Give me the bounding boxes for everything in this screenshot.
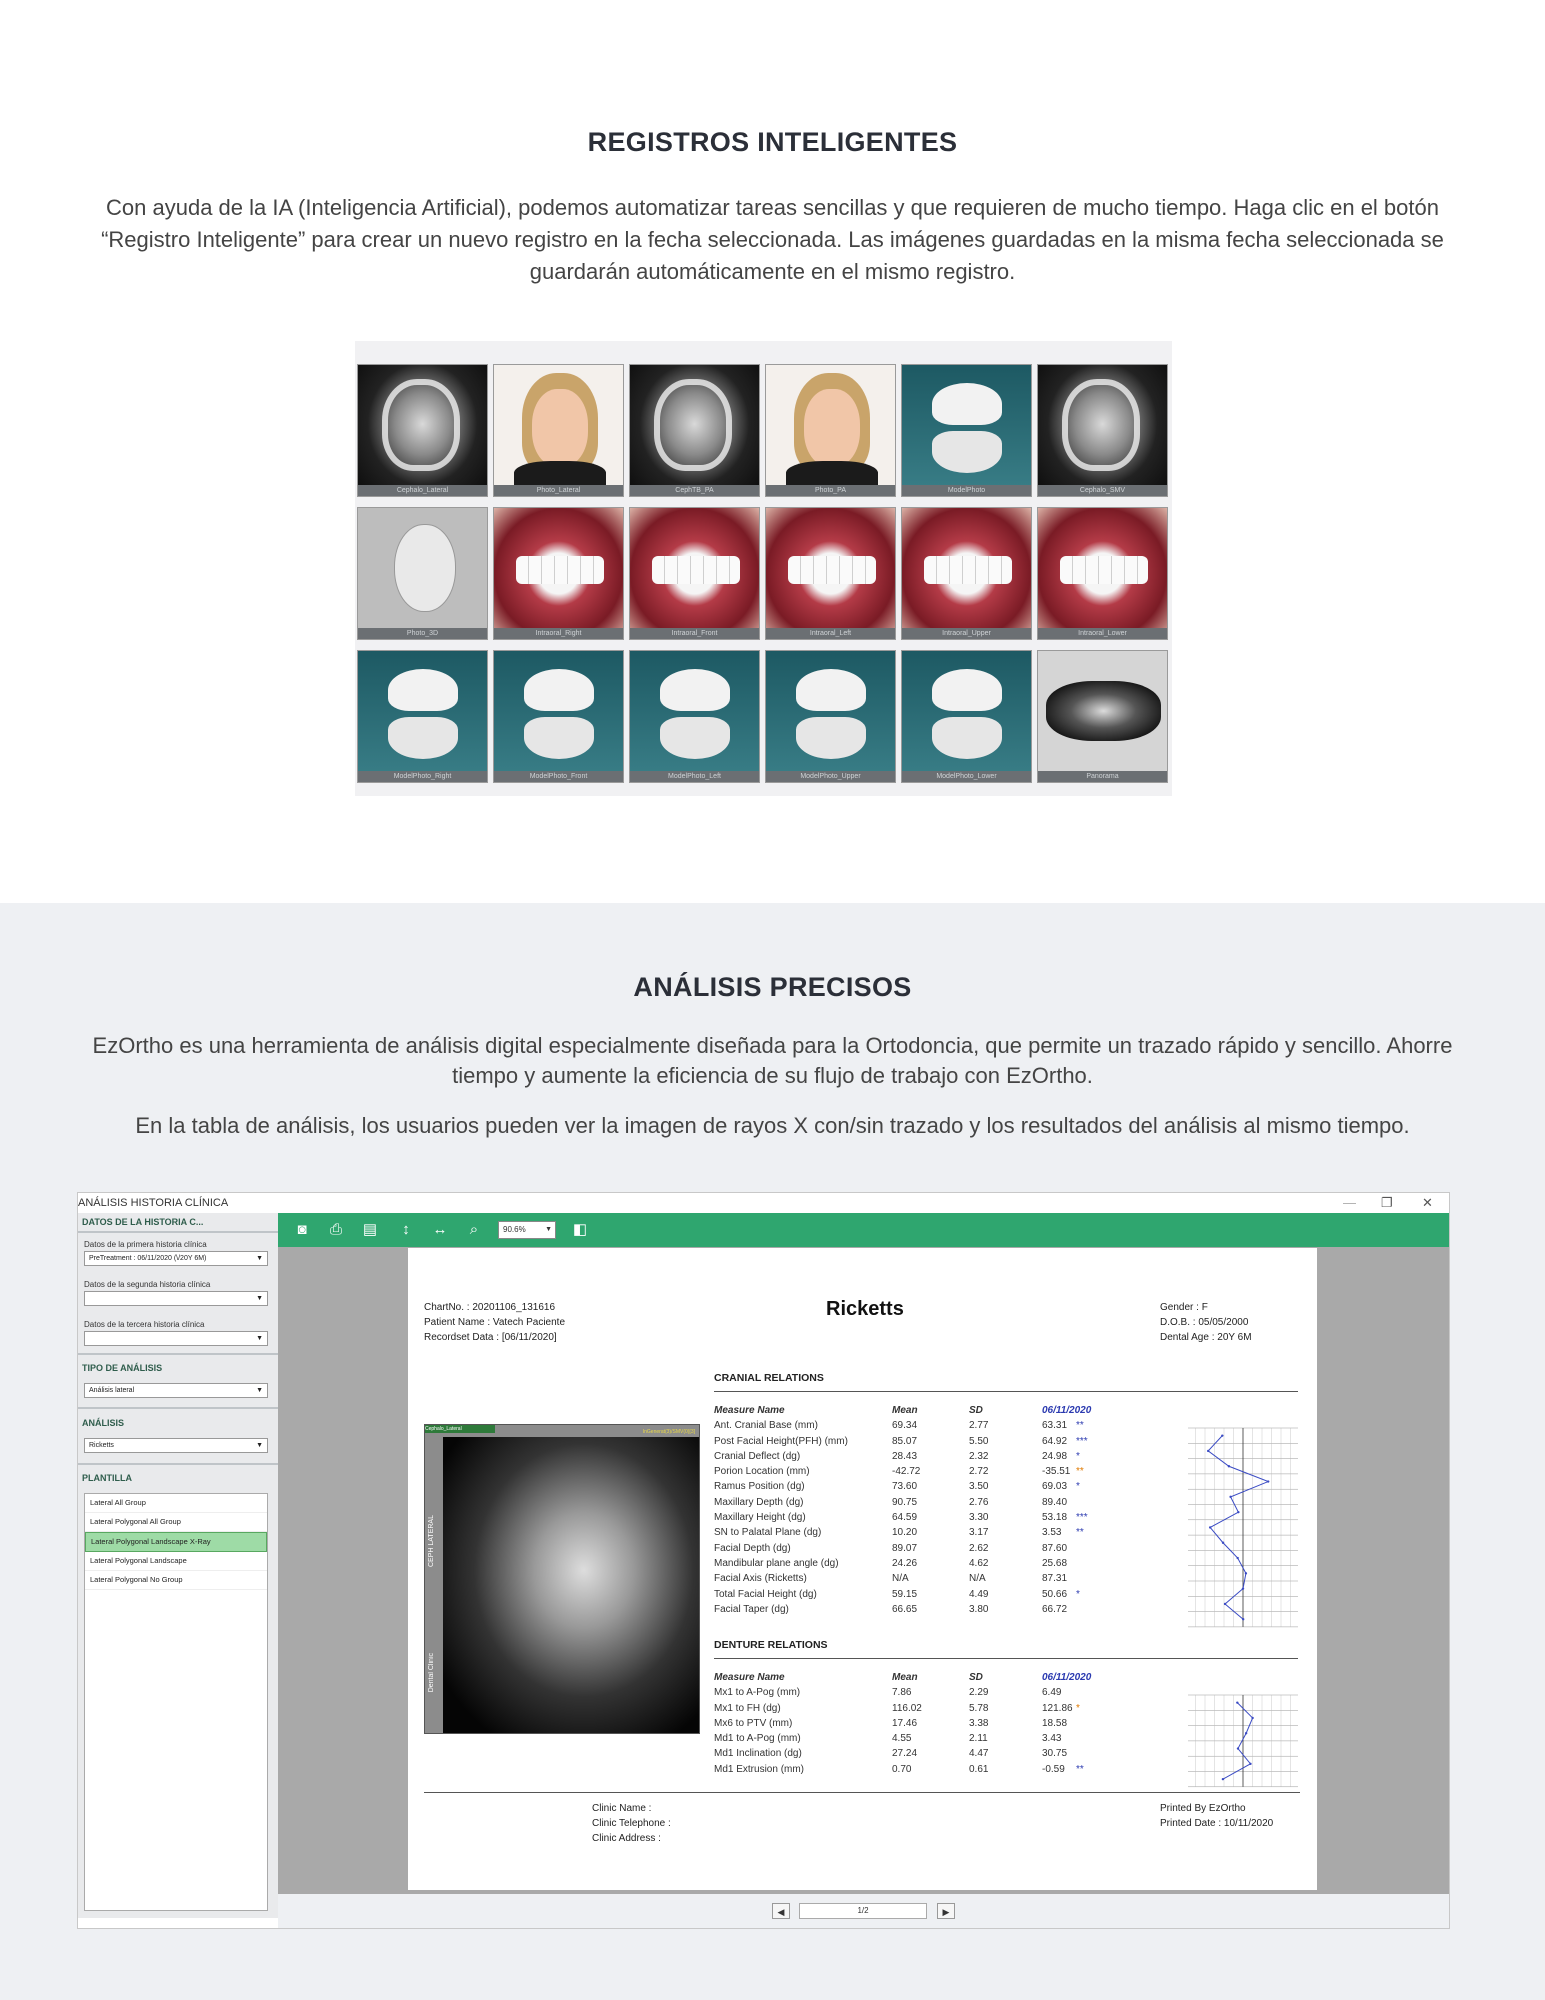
gallery-thumbnail[interactable] xyxy=(765,364,896,497)
cranial-relations-title: CRANIAL RELATIONS xyxy=(714,1372,824,1384)
measured-value: 66.72 xyxy=(1042,1603,1068,1615)
sd-value: 0.61 xyxy=(969,1763,989,1775)
face-shape xyxy=(532,389,588,467)
clinic-name: Clinic Name : xyxy=(592,1803,652,1814)
divider xyxy=(78,1407,278,1409)
measured-value: 53.18 xyxy=(1042,1512,1068,1524)
template-item[interactable]: Lateral Polygonal Landscape xyxy=(85,1552,267,1571)
report-title: Ricketts xyxy=(826,1298,904,1320)
measure-name: Porion Location (mm) xyxy=(714,1466,810,1478)
gallery-thumbnail[interactable] xyxy=(629,364,760,497)
face-shape xyxy=(804,389,860,467)
measure-name: Ant. Cranial Base (mm) xyxy=(714,1420,818,1432)
mean-value: 7.86 xyxy=(892,1687,912,1699)
arch-shape xyxy=(524,669,594,711)
mean-value: 10.20 xyxy=(892,1527,918,1539)
sd-value: 5.78 xyxy=(969,1702,989,1714)
measured-value: 121.86 xyxy=(1042,1702,1073,1714)
col-sd: SD xyxy=(969,1405,983,1416)
zoom-icon[interactable]: ⌕ xyxy=(469,1221,479,1238)
teeth-shape xyxy=(652,556,740,584)
analysis-type-select[interactable]: Análisis lateral ▼ xyxy=(84,1383,268,1398)
measure-name: Cranial Deflect (dg) xyxy=(714,1450,801,1462)
denture-relations-title: DENTURE RELATIONS xyxy=(714,1639,828,1651)
report-canvas xyxy=(278,1247,1449,1894)
col-sd: SD xyxy=(969,1672,983,1683)
thumbnail-caption: ModelPhoto_Left xyxy=(630,771,759,782)
divider xyxy=(714,1658,1298,1659)
camera-icon[interactable]: ◙ xyxy=(297,1221,307,1238)
deviation-stars: * xyxy=(1076,1450,1080,1462)
thumbnail-caption: Intraoral_Lower xyxy=(1038,628,1167,639)
measure-name: Maxillary Depth (dg) xyxy=(714,1496,804,1508)
fit-height-icon[interactable]: ↕ xyxy=(402,1221,410,1238)
sd-value: 2.76 xyxy=(969,1496,989,1508)
precise-analysis-note: En la tabla de análisis, los usuarios pueden ver la imagen de rayos X con/sin trazado y los resultados del análisis al mismo tiempo. xyxy=(135,1113,1410,1138)
sd-value: 4.47 xyxy=(969,1748,989,1760)
ceph-xray-image xyxy=(424,1424,700,1734)
measure-name: Post Facial Height(PFH) (mm) xyxy=(714,1435,848,1447)
measure-name: Facial Depth (dg) xyxy=(714,1542,791,1554)
close-icon[interactable]: ✕ xyxy=(1422,1195,1433,1210)
precise-analysis-description: EzOrtho es una herramienta de análisis digital especialmente diseñada para la Ortodoncia, que permite un trazado rápido y sencillo. Ahorre tiempo y aumente la eficiencia de su flujo de trabajo con EzOrtho. xyxy=(92,1033,1453,1088)
thumbnail-caption: ModelPhoto xyxy=(902,485,1031,496)
recordset-date: Recordset Data : [06/11/2020] xyxy=(424,1332,557,1343)
smart-records-description: Con ayuda de la IA (Inteligencia Artificial), podemos automatizar tareas sencillas y que requieren de mucho tiempo. Haga clic en el botón “Registro Inteligente” para crear un nuevo registro en la fecha seleccionada. Las imágenes guardadas en la misma fecha seleccionada se guardarán automáticamente en el mismo registro. xyxy=(101,195,1444,284)
section-title-precise-analysis: ANÁLISIS PRECISOS xyxy=(633,972,912,1002)
measure-name: Mandibular plane angle (dg) xyxy=(714,1557,839,1569)
measure-name: Md1 to A-Pog (mm) xyxy=(714,1733,801,1745)
second-history-label: Datos de la segunda historia clínica xyxy=(84,1280,211,1289)
thumbnail-caption: Intraoral_Right xyxy=(494,628,623,639)
thumbnail-caption: ModelPhoto_Right xyxy=(358,771,487,782)
panel-toggle-icon[interactable]: ◧ xyxy=(572,1221,588,1238)
thumbnail-caption: Intraoral_Left xyxy=(766,628,895,639)
gallery-thumbnail[interactable] xyxy=(357,507,488,640)
arch-shape xyxy=(932,431,1002,473)
zoom-select[interactable]: 90.6% ▼ xyxy=(498,1221,556,1239)
sd-value: 3.30 xyxy=(969,1512,989,1524)
clinic-telephone: Clinic Telephone : xyxy=(592,1818,671,1829)
dental-age: Dental Age : 20Y 6M xyxy=(1160,1332,1252,1343)
mean-value: 89.07 xyxy=(892,1542,918,1554)
teeth-shape xyxy=(1060,556,1148,584)
measure-name: Facial Taper (dg) xyxy=(714,1603,789,1615)
measure-name: Total Facial Height (dg) xyxy=(714,1588,817,1600)
measure-name: Mx1 to A-Pog (mm) xyxy=(714,1687,801,1699)
measure-name: Mx1 to FH (dg) xyxy=(714,1702,781,1714)
measured-value: 87.60 xyxy=(1042,1542,1068,1554)
next-page-button[interactable]: ▶ xyxy=(937,1903,955,1919)
mean-value: N/A xyxy=(892,1573,909,1585)
thumbnail-caption: Cephalo_SMV xyxy=(1038,485,1167,496)
mean-value: 73.60 xyxy=(892,1481,918,1493)
skull-shape xyxy=(382,379,460,471)
measure-name: Facial Axis (Ricketts) xyxy=(714,1573,807,1585)
arch-shape xyxy=(660,669,730,711)
measured-value: 18.58 xyxy=(1042,1717,1068,1729)
gallery-thumbnail[interactable] xyxy=(629,650,760,783)
fit-width-icon[interactable]: ↔ xyxy=(432,1221,448,1238)
divider xyxy=(424,1792,1300,1793)
cranial-polygon-chart xyxy=(1188,1424,1298,1628)
mean-value: 27.24 xyxy=(892,1748,918,1760)
deviation-stars: ** xyxy=(1076,1763,1084,1775)
xray-image xyxy=(443,1437,699,1733)
history-data-header: DATOS DE LA HISTORIA C... xyxy=(82,1217,204,1227)
printed-date: Printed Date : 10/11/2020 xyxy=(1160,1818,1274,1829)
measured-value: 89.40 xyxy=(1042,1496,1068,1508)
sd-value: 2.11 xyxy=(969,1733,988,1745)
arch-shape xyxy=(796,717,866,759)
xray-side-text: CEPH LATERAL xyxy=(428,1515,435,1567)
sd-value: 3.80 xyxy=(969,1603,989,1615)
gallery-thumbnail[interactable] xyxy=(493,364,624,497)
template-item[interactable]: Lateral All Group xyxy=(85,1494,267,1513)
measured-value: 3.43 xyxy=(1042,1733,1062,1745)
measured-value: 87.31 xyxy=(1042,1573,1068,1585)
deviation-stars: ** xyxy=(1076,1527,1084,1539)
panorama-shape xyxy=(1046,681,1161,741)
chart-series-line xyxy=(1208,1436,1268,1620)
measured-value: 64.92 xyxy=(1042,1435,1068,1447)
image-label: Cephalo_Lateral xyxy=(425,1425,495,1433)
sd-value: 3.50 xyxy=(969,1481,989,1493)
measure-name: Maxillary Height (dg) xyxy=(714,1512,806,1524)
sd-value: 2.72 xyxy=(969,1466,989,1478)
printed-by: Printed By EzOrtho xyxy=(1160,1803,1246,1814)
measured-value: -0.59 xyxy=(1042,1763,1065,1775)
measured-value: 30.75 xyxy=(1042,1748,1068,1760)
gallery-thumbnail[interactable] xyxy=(1037,507,1168,640)
chart-number: ChartNo. : 20201106_131616 xyxy=(424,1302,556,1313)
thumbnail-caption: Photo_Lateral xyxy=(494,485,623,496)
mean-value: -42.72 xyxy=(892,1466,921,1478)
first-history-select[interactable]: PreTreatment : 06/11/2020 (\/20Y 6M) ▼ xyxy=(84,1251,268,1266)
thumbnail-caption: Intraoral_Upper xyxy=(902,628,1031,639)
teeth-shape xyxy=(924,556,1012,584)
sd-value: 5.50 xyxy=(969,1435,989,1447)
thumbnail-caption: Cephalo_Lateral xyxy=(358,485,487,496)
thumbnail-caption: Photo_PA xyxy=(766,485,895,496)
template-header: PLANTILLA xyxy=(82,1473,132,1483)
sd-value: 2.32 xyxy=(969,1450,989,1462)
gallery-thumbnail[interactable] xyxy=(901,650,1032,783)
third-history-label: Datos de la tercera historia clínica xyxy=(84,1320,205,1329)
gallery-thumbnail[interactable] xyxy=(1037,650,1168,783)
analysis-sidebar xyxy=(78,1213,279,1918)
mean-value: 28.43 xyxy=(892,1450,918,1462)
sd-value: 3.38 xyxy=(969,1717,989,1729)
date-of-birth: D.O.B. : 05/05/2000 xyxy=(1160,1317,1249,1328)
mean-value: 116.02 xyxy=(892,1702,922,1714)
gender: Gender : F xyxy=(1160,1302,1208,1313)
report-page xyxy=(408,1248,1317,1890)
measure-name: Md1 Inclination (dg) xyxy=(714,1748,802,1760)
gallery-thumbnail[interactable] xyxy=(357,364,488,497)
col-date: 06/11/2020 xyxy=(1042,1405,1092,1416)
arch-shape xyxy=(932,717,1002,759)
template-item[interactable]: Lateral Polygonal No Group xyxy=(85,1571,267,1590)
col-measure: Measure Name xyxy=(714,1405,785,1416)
analysis-type-header: TIPO DE ANÁLISIS xyxy=(82,1363,163,1373)
mean-value: 85.07 xyxy=(892,1435,918,1447)
gallery-thumbnail[interactable] xyxy=(357,650,488,783)
sd-value: 4.49 xyxy=(969,1588,989,1600)
arch-shape xyxy=(524,717,594,759)
gallery-thumbnail[interactable] xyxy=(765,507,896,640)
sd-value: 2.29 xyxy=(969,1687,989,1699)
divider xyxy=(714,1391,1298,1392)
thumbnail-caption: ModelPhoto_Upper xyxy=(766,771,895,782)
measure-name: SN to Palatal Plane (dg) xyxy=(714,1527,822,1539)
clinic-address: Clinic Address : xyxy=(592,1833,661,1844)
face-3d-shape xyxy=(394,524,456,612)
analysis-select[interactable]: Ricketts ▼ xyxy=(84,1438,268,1453)
sd-value: 4.62 xyxy=(969,1557,989,1569)
gallery-thumbnail[interactable] xyxy=(493,650,624,783)
deviation-stars: ** xyxy=(1076,1466,1084,1478)
minimize-icon[interactable]: — xyxy=(1343,1195,1356,1210)
sd-value: 2.62 xyxy=(969,1542,989,1554)
mean-value: 0.70 xyxy=(892,1763,912,1775)
measure-name: Md1 Extrusion (mm) xyxy=(714,1763,805,1775)
image-gallery xyxy=(355,341,1172,796)
measure-name: Ramus Position (dg) xyxy=(714,1481,805,1493)
thumbnail-caption: ModelPhoto_Lower xyxy=(902,771,1031,782)
measured-value: 3.53 xyxy=(1042,1527,1062,1539)
denture-polygon-chart xyxy=(1188,1691,1298,1793)
patient-name: Patient Name : Vatech Paciente xyxy=(424,1317,566,1328)
analysis-header: ANÁLISIS xyxy=(82,1418,125,1428)
page-number: 1/2 xyxy=(799,1903,927,1919)
thumbnail-caption: CephTB_PA xyxy=(630,485,759,496)
thumbnail-caption: Intraoral_Front xyxy=(630,628,759,639)
divider xyxy=(78,1463,278,1465)
skull-shape xyxy=(1062,379,1140,471)
col-mean: Mean xyxy=(892,1672,918,1683)
arch-shape xyxy=(660,717,730,759)
thumbnail-caption: ModelPhoto_Front xyxy=(494,771,623,782)
arch-shape xyxy=(796,669,866,711)
restore-icon[interactable]: ❐ xyxy=(1381,1195,1393,1210)
measured-value: 63.31 xyxy=(1042,1420,1068,1432)
measured-value: 50.66 xyxy=(1042,1588,1068,1600)
mean-value: 66.65 xyxy=(892,1603,918,1615)
gallery-thumbnail[interactable] xyxy=(901,364,1032,497)
arch-shape xyxy=(388,669,458,711)
deviation-stars: * xyxy=(1076,1481,1080,1493)
section-title-smart-records: REGISTROS INTELIGENTES xyxy=(587,127,958,157)
print-icon[interactable]: ⎙ xyxy=(329,1221,342,1238)
deviation-stars: *** xyxy=(1076,1512,1088,1524)
xray-side-text-clinic: Dental Clinic xyxy=(428,1653,435,1693)
report-toolbar xyxy=(278,1213,1449,1247)
gallery-thumbnail[interactable] xyxy=(1037,364,1168,497)
col-date: 06/11/2020 xyxy=(1042,1672,1092,1683)
gallery-thumbnail[interactable] xyxy=(901,507,1032,640)
gallery-thumbnail[interactable] xyxy=(765,650,896,783)
sd-value: 2.77 xyxy=(969,1420,989,1432)
teeth-shape xyxy=(788,556,876,584)
deviation-stars: * xyxy=(1076,1588,1080,1600)
window-title: ANÁLISIS HISTORIA CLÍNICA xyxy=(78,1197,229,1209)
thumbnail-caption: Panorama xyxy=(1038,771,1167,782)
sd-value: 3.17 xyxy=(969,1527,989,1539)
measured-value: 6.49 xyxy=(1042,1687,1062,1699)
arch-shape xyxy=(932,669,1002,711)
mean-value: 17.46 xyxy=(892,1717,918,1729)
col-mean: Mean xyxy=(892,1405,918,1416)
deviation-stars: ** xyxy=(1076,1420,1084,1432)
measured-value: 24.98 xyxy=(1042,1450,1068,1462)
first-history-label: Datos de la primera historia clínica xyxy=(84,1240,207,1249)
mean-value: 90.75 xyxy=(892,1496,918,1508)
template-item[interactable]: Lateral Polygonal All Group xyxy=(85,1513,267,1532)
image-label-secondary: InGenerat(3)/SMV(0)[3] xyxy=(642,1429,695,1435)
window-titlebar xyxy=(78,1193,1449,1213)
page-navigator xyxy=(278,1894,1449,1928)
template-list xyxy=(84,1493,268,1911)
smart-records-section xyxy=(0,0,1545,903)
gallery-thumbnail[interactable] xyxy=(629,507,760,640)
measured-value: 25.68 xyxy=(1042,1557,1068,1569)
mean-value: 4.55 xyxy=(892,1733,912,1745)
mean-value: 24.26 xyxy=(892,1557,918,1569)
gallery-thumbnail[interactable] xyxy=(493,507,624,640)
measured-value: -35.51 xyxy=(1042,1466,1071,1478)
prev-page-button[interactable]: ◀ xyxy=(772,1903,790,1919)
thumbnail-caption: Photo_3D xyxy=(358,628,487,639)
skull-shape xyxy=(654,379,732,471)
divider xyxy=(78,1231,278,1233)
col-measure: Measure Name xyxy=(714,1672,785,1683)
template-item[interactable]: Lateral Polygonal Landscape X-Ray xyxy=(85,1532,267,1552)
measure-name: Mx6 to PTV (mm) xyxy=(714,1717,793,1729)
mean-value: 59.15 xyxy=(892,1588,918,1600)
deviation-stars: *** xyxy=(1076,1435,1088,1447)
measured-value: 69.03 xyxy=(1042,1481,1068,1493)
arch-shape xyxy=(932,383,1002,425)
analysis-window xyxy=(77,1192,1450,1929)
export-icon[interactable]: ▤ xyxy=(362,1221,378,1238)
divider xyxy=(78,1353,278,1355)
teeth-shape xyxy=(516,556,604,584)
arch-shape xyxy=(388,717,458,759)
sd-value: N/A xyxy=(969,1573,986,1585)
mean-value: 64.59 xyxy=(892,1512,918,1524)
mean-value: 69.34 xyxy=(892,1420,918,1432)
second-history-select[interactable] xyxy=(84,1291,268,1306)
third-history-select[interactable] xyxy=(84,1331,268,1346)
deviation-stars: * xyxy=(1076,1702,1080,1714)
